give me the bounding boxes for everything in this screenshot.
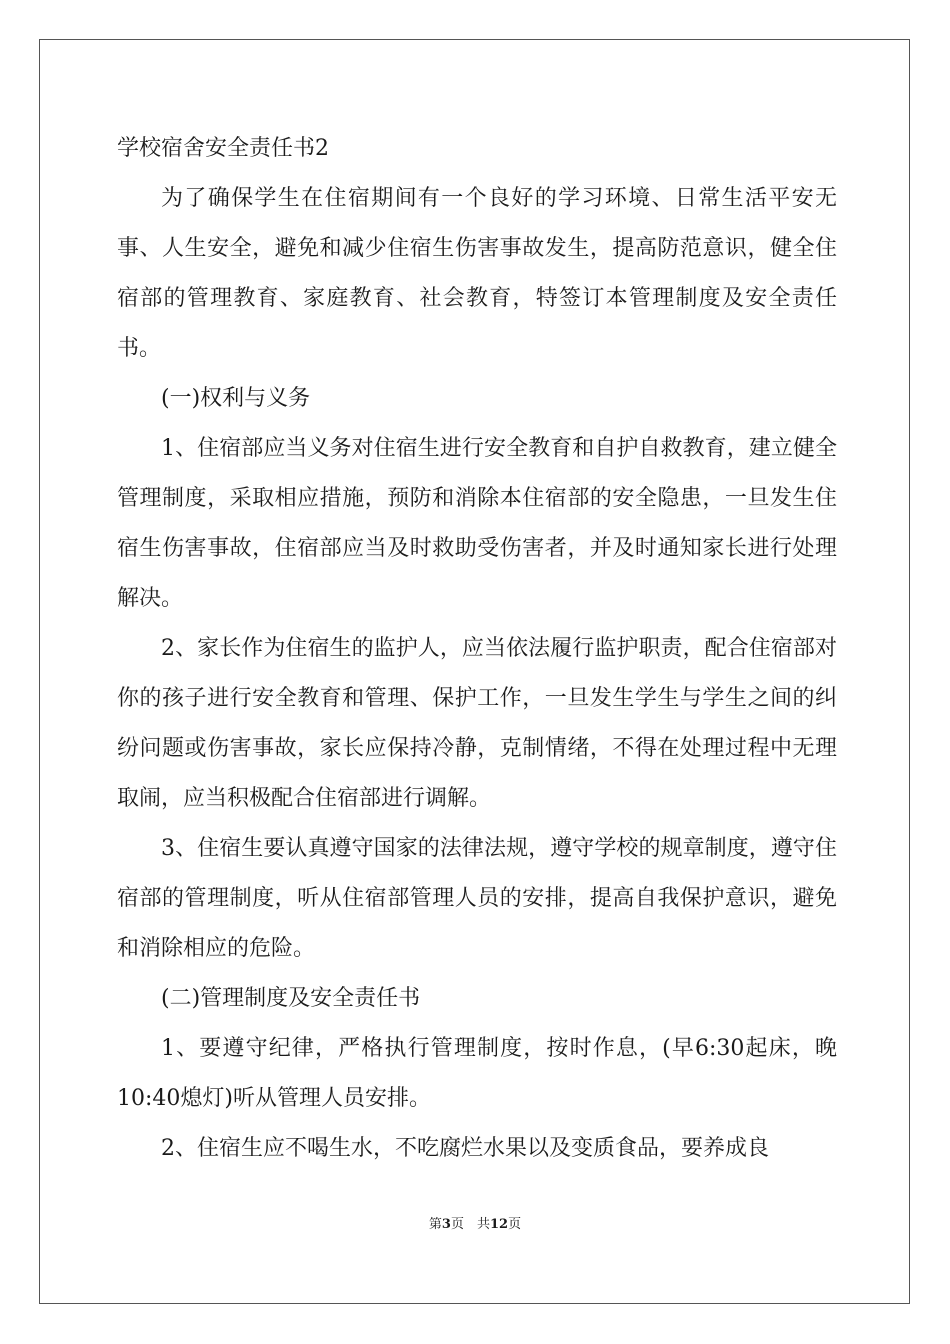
footer-total-pages: 12: [489, 1217, 509, 1232]
footer-page-number: 3: [441, 1217, 451, 1232]
document-body: [117, 124, 837, 1174]
paragraph-rights-2: 2、家长作为住宿生的监护人，应当依法履行监护职责，配合住宿部对你的孩子进行安全教育和管理、保护工作，一旦发生学生与学生之间的纠纷问题或伤害事故，家长应保持冷静，克制情绪，不得在处理过程中无理取闹，应当积极配合住宿部进行调解。: [117, 636, 837, 811]
page-footer: [0, 1216, 950, 1234]
footer-mid: 页 共: [450, 1217, 490, 1232]
paragraph-rules-1: 1、要遵守纪律，严格执行管理制度，按时作息，(早6:30起床，晚10:40熄灯)听从管理人员安排。: [117, 1036, 837, 1111]
paragraph-rights-3: 3、住宿生要认真遵守国家的法律法规，遵守学校的规章制度，遵守住宿部的管理制度，听从住宿部管理人员的安排，提高自我保护意识，避免和消除相应的危险。: [117, 836, 837, 961]
document-title: 学校宿舍安全责任书2: [117, 136, 329, 161]
paragraph-rights-1: 1、住宿部应当义务对住宿生进行安全教育和自护自救教育，建立健全管理制度，采取相应措施，预防和消除本住宿部的安全隐患，一旦发生住宿生伤害事故，住宿部应当及时救助受伤害者，并及时通知家长进行处理解决。: [117, 436, 837, 611]
footer-suffix: 页: [508, 1217, 522, 1232]
section-heading-rules: (二)管理制度及安全责任书: [161, 986, 421, 1011]
section-heading-rights: (一)权利与义务: [161, 386, 311, 411]
footer-prefix: 第: [428, 1217, 442, 1232]
paragraph-intro: 为了确保学生在住宿期间有一个良好的学习环境、日常生活平安无事、人生安全，避免和减少住宿生伤害事故发生，提高防范意识，健全住宿部的管理教育、家庭教育、社会教育，特签订本管理制度及安全责任书。: [117, 186, 837, 361]
paragraph-rules-2: 2、住宿生应不喝生水，不吃腐烂水果以及变质食品，要养成良: [161, 1136, 769, 1161]
